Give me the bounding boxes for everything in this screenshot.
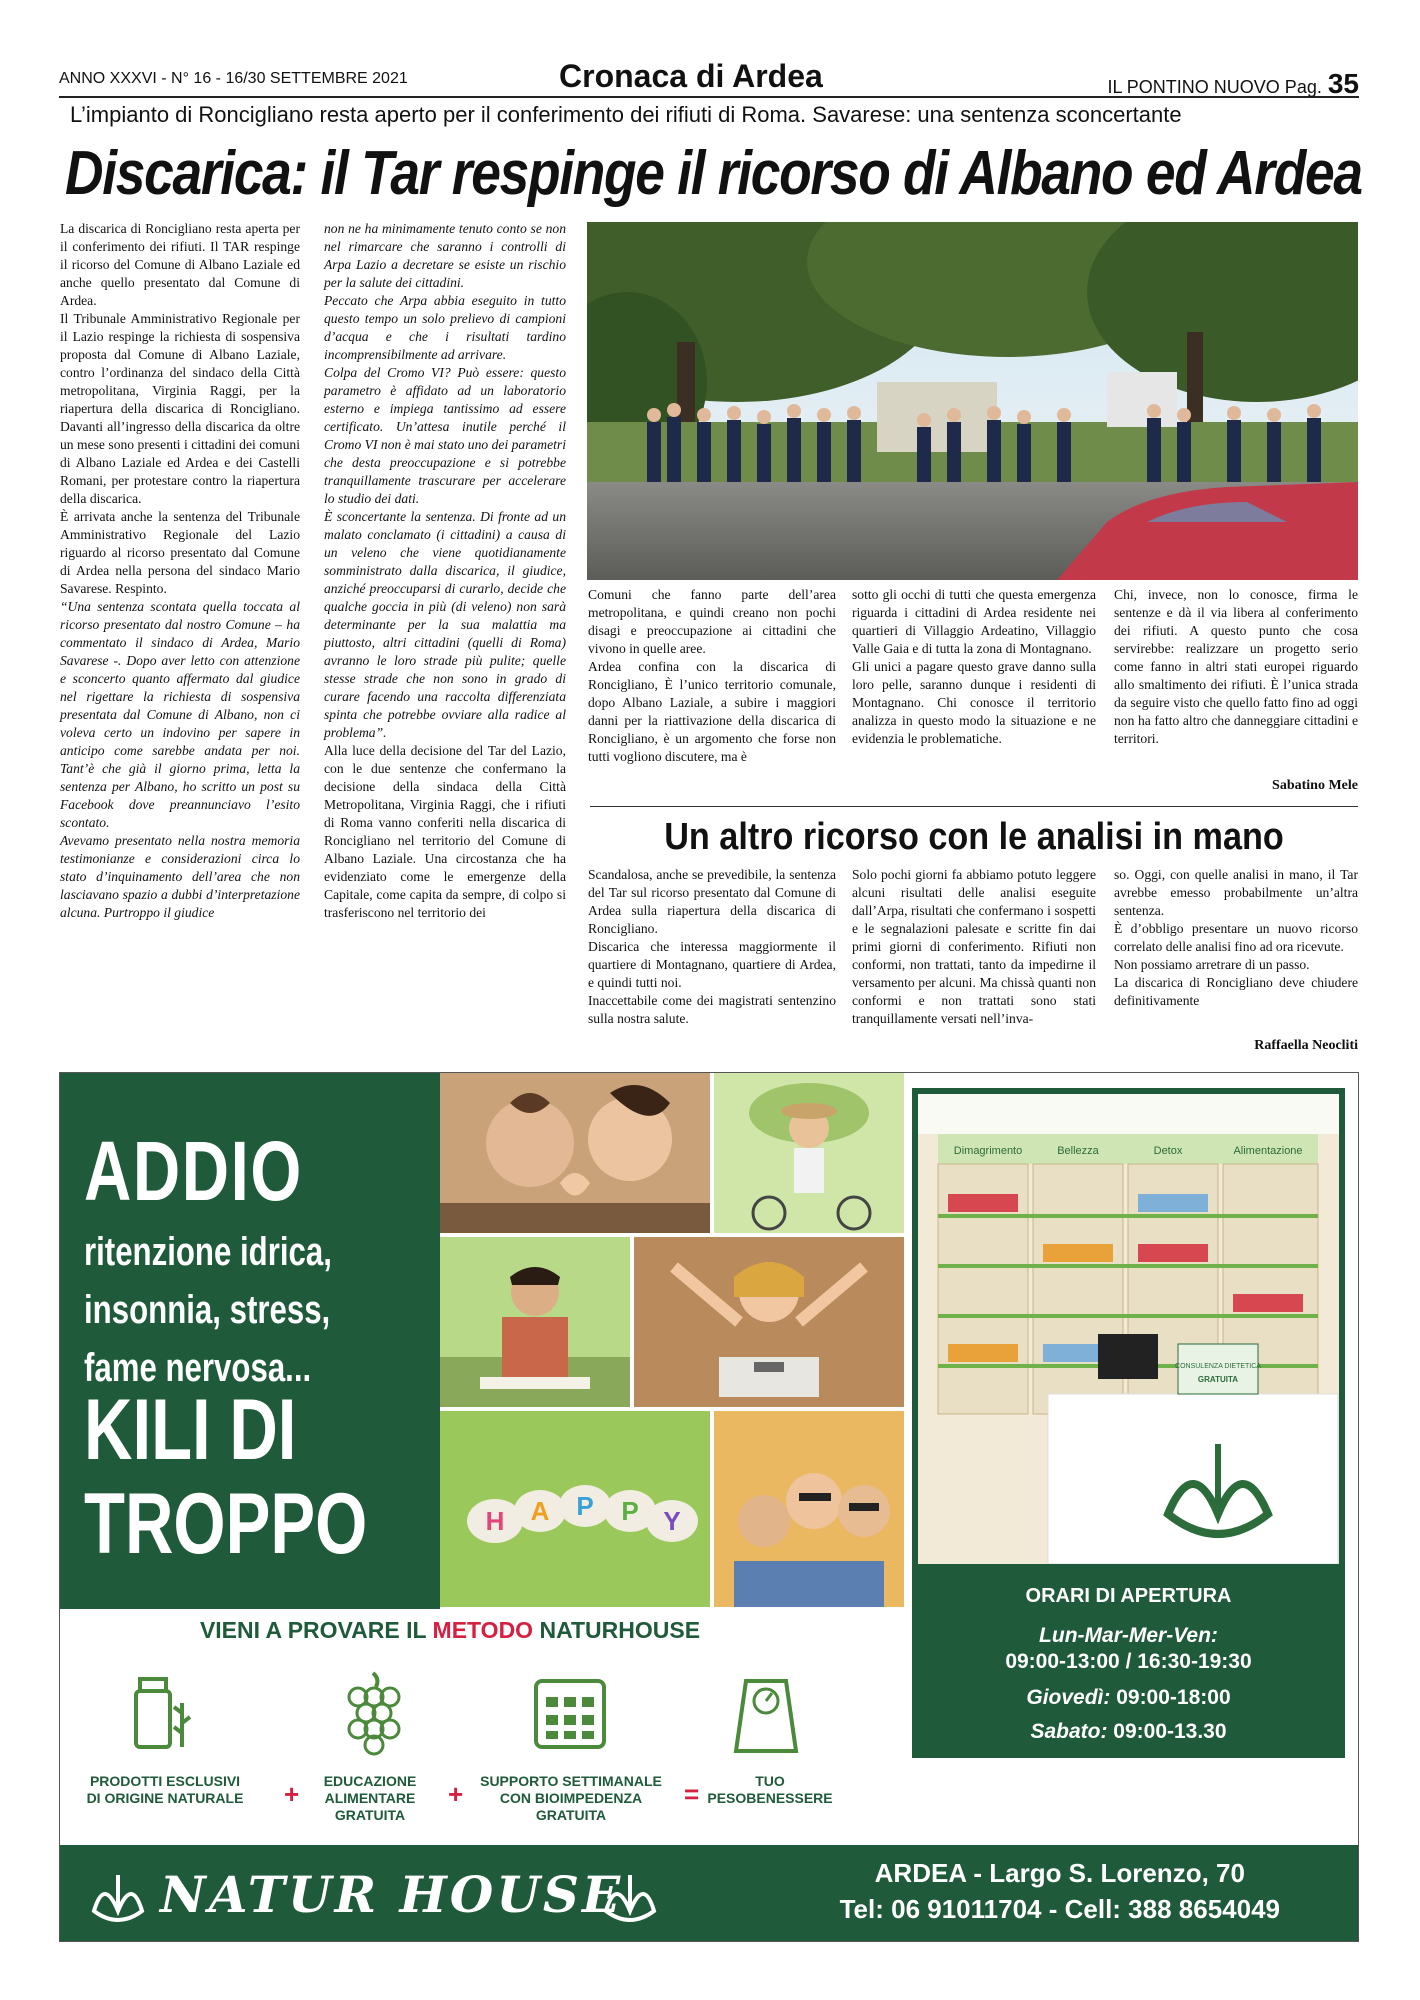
article1-column-4 <box>852 586 1096 748</box>
article1-column-3 <box>588 586 836 766</box>
hours-day-value: CHIUSO <box>1138 1794 1226 1817</box>
divider <box>590 806 1358 807</box>
counter-sign-line: GRATUITA <box>1197 1375 1239 1384</box>
hours-sunday <box>912 1794 1345 1818</box>
shelf-label: Alimentazione <box>1233 1145 1303 1157</box>
hours-day-label: Giovedì: <box>1026 1686 1111 1709</box>
article2-column-3 <box>1114 866 1358 1010</box>
paragraph: so. Oggi, con quelle analisi in mano, il Tar avrebbe emesso probabilmente un’altra sentenza. <box>1114 867 1358 918</box>
friends-selfie-image <box>714 1411 904 1607</box>
stone-letter: A <box>530 1496 550 1526</box>
article2-headline: Un altro ricorso con le analisi in mano <box>664 816 1284 858</box>
paper-page <box>1107 68 1359 100</box>
hours-title: ORARI DI APERTURA <box>1025 1585 1232 1607</box>
article1-author: Sabatino Mele <box>1272 778 1358 793</box>
ad-subtitle-line: fame nervosa... <box>84 1346 312 1390</box>
paragraph: Gli unici a pagare questo grave danno sulla loro pelle, saranno dunque i residenti di Montagnano. Chi conosce il territorio analizza in questo modo la situazione e ne evidenzia le problematiche. <box>852 659 1096 746</box>
benefit-line: ALIMENTARE <box>324 1790 416 1806</box>
plus-sign: + <box>448 1779 464 1809</box>
article-headline: Discarica: il Tar respinge il ricorso di Albano ed Ardea <box>65 139 1362 208</box>
ad-headline-panel <box>60 1073 440 1609</box>
benefit-line: EDUCAZIONE <box>323 1773 417 1789</box>
issue-info: ANNO XXXVI - N° 16 - 16/30 SETTEMBRE 2021 <box>59 70 408 87</box>
paragraph: La discarica di Roncigliano deve chiudere definitivamente <box>1114 975 1358 1008</box>
store-address: ARDEA - Largo S. Lorenzo, 70 <box>874 1858 1245 1888</box>
paragraph: Il Tribunale Amministrativo Regionale per il Lazio respinge la richiesta di sospensiva proposta dal Comune di Albano Laziale, contro l’ordinanza del sindaco della Città metropolitana, Virginia Raggi, per la riapertura della discarica di Roncigliano. Davanti all’ingresso della discarica da oltre un mese sono presenti i cittadini dei comuni di Albano Laziale ed Ardea e dei Castelli Romani, per protestare contro la riapertura della discarica. <box>60 311 300 506</box>
stone-letter: P <box>576 1491 594 1521</box>
photo-couple-heart <box>440 1073 710 1233</box>
hours-day-value: 09:00-13.30 <box>1107 1720 1227 1743</box>
man-outdoors-image <box>440 1237 630 1407</box>
article-kicker: L’impianto di Roncigliano resta aperto per il conferimento dei rifiuti di Roma. Savarese: una sentenza sconcertante <box>70 102 1182 127</box>
quote-paragraph: Peccato che Arpa abbia eseguito in tutto questo tempo un solo prelievo di campioni d’acqua e che i risultati tardino incomprensibilmente ad arrivare. <box>324 293 566 362</box>
counter-sign-line: CONSULENZA DIETETICA <box>1175 1363 1261 1370</box>
paragraph: Discarica che interessa maggiormente il quartiere di Montagnano, quartiere di Ardea, e quindi tutti noi. <box>588 939 836 990</box>
naturhouse-advertisement <box>59 1072 1359 1942</box>
paragraph: È d’obbligo presentare un nuovo ricorso correlato delle analisi fino ad ora ricevute. <box>1114 921 1358 954</box>
section-title: Cronaca di Ardea <box>559 58 823 94</box>
benefit-line: GRATUITA <box>535 1807 607 1823</box>
benefit-products <box>70 1773 260 1807</box>
protest-scene-image <box>587 222 1358 580</box>
product-jar-icon <box>120 1673 200 1753</box>
woman-scale-image <box>634 1237 904 1407</box>
article1-column-1 <box>60 220 300 922</box>
stone-letter: P <box>621 1496 639 1526</box>
quote-paragraph: Avevamo presentato nella nostra memoria testimonianze e considerazioni circa lo stato d’inquinamento dell’area che non lasciavano spazio a dubbi d’interpretazione alcuna. Purtroppo il giudice <box>60 833 300 920</box>
happy-stones-image <box>440 1411 710 1607</box>
benefit-result <box>700 1773 840 1807</box>
ad-title-line: TROPPO <box>84 1476 368 1572</box>
hours-times: 09:00-13:00 / 16:30-19:30 <box>1005 1650 1252 1673</box>
hours-day-label: Sabato: <box>1030 1720 1108 1743</box>
benefit-education <box>300 1773 440 1824</box>
benefit-support <box>466 1773 676 1824</box>
article2-column-1 <box>588 866 836 1028</box>
ad-title-kili <box>84 1383 367 1571</box>
article1-column-2 <box>324 220 566 922</box>
article2-author: Raffaella Neocliti <box>1254 1038 1358 1053</box>
grapes-icon <box>338 1669 408 1759</box>
store-photo <box>918 1094 1339 1564</box>
benefit-line: DI ORIGINE NATURALE <box>86 1790 244 1806</box>
quote-paragraph: Colpa del Cromo VI? Può essere: questo parametro è affidato ad un laboratorio esterno e impiega tantissimo ad essere certificato. Un’attesa inutile perché il Cromo VI non è mai stato uno dei parametri che desta preoccupazione e si potrebbe tranquillamente trascurare per accelerare lo studio dei dati. <box>324 365 566 506</box>
hours-days: Lun-Mar-Mer-Ven: <box>1039 1624 1218 1647</box>
ad-subtitle-line: ritenzione idrica, <box>84 1230 332 1274</box>
brand-bar <box>60 1845 1359 1942</box>
photo-woman-bicycle <box>714 1073 904 1233</box>
benefit-line: TUO <box>755 1773 785 1789</box>
photo-happy-stones <box>440 1411 710 1607</box>
paragraph: È arrivata anche la sentenza del Tribunale Amministrativo Regionale del Lazio riguardo al ricorso presentato dal Comune di Ardea nella persona del sindaco Mario Savarese. Respinto. <box>60 509 300 596</box>
page-number: 35 <box>1327 68 1359 99</box>
paragraph: sotto gli occhi di tutti che questa emergenza riguarda i cittadini di Ardea residente nei quartieri di Villaggio Ardeatino, Villaggio Valle Gaia e di tutta la zona di Montagnano. <box>852 587 1096 656</box>
ad-title-addio: ADDIO <box>84 1124 303 1218</box>
shelf-label: Dimagrimento <box>953 1145 1023 1157</box>
naturhouse-logo-icon <box>600 1867 660 1923</box>
benefit-line: CON BIOIMPEDENZA <box>499 1790 643 1806</box>
store-hours-panel <box>912 1088 1345 1758</box>
ad-subtitle <box>84 1223 332 1397</box>
brand-name: NATUR HOUSE <box>160 1865 624 1924</box>
paragraph: Non possiamo arretrare di un passo. <box>1114 957 1310 972</box>
cta-accent: METODO <box>432 1617 534 1643</box>
store-interior-image <box>918 1094 1339 1564</box>
benefit-line: SUPPORTO SETTIMANALE <box>480 1773 662 1789</box>
benefit-line: PRODOTTI ESCLUSIVI <box>89 1773 241 1789</box>
quote-paragraph: non ne ha minimamente tenuto conto se non nel rimarcare che saranno i controlli di Arpa Lazio a decretare se esiste un rischio per la salute dei cittadini. <box>324 221 566 290</box>
paragraph: Ardea confina con la discarica di Roncigliano, È l’unico territorio comunale, dopo Albano Laziale, a subire i maggiori danni per la riattivazione della discarica di Roncigliano, è un argomento che forse non tutti vogliono discutere, ma è <box>588 659 836 764</box>
paragraph: Alla luce della decisione del Tar del Lazio, con le due sentenze che confermano la decisione della sindaca della Città Metropolitana, Virginia Raggi, che i rifiuti di Roma vanno conferiti nella discarica di Roncigliano nel territorio del Comune di Albano Laziale. Una circostanza che ha evidenziato come le emergenze della Capitale, come capita da sempre, di colpo si trasferiscono nel territorio dei <box>324 743 566 920</box>
plus-sign: + <box>284 1779 300 1809</box>
page-header <box>59 58 1359 98</box>
ad-subtitle-line: insonnia, stress, <box>84 1288 331 1332</box>
paragraph: La discarica di Roncigliano resta aperta per il conferimento dei rifiuti. Il TAR respinge il ricorso del Comune di Albano Laziale ed anche quello presentato dal Comune di Ardea. <box>60 221 300 308</box>
shelf-label: Detox <box>1153 1145 1183 1157</box>
cta-text: NATURHOUSE <box>533 1617 701 1643</box>
benefit-line: PESOBENESSERE <box>707 1790 833 1806</box>
hours-saturday <box>912 1720 1345 1744</box>
woman-bicycle-image <box>714 1073 904 1233</box>
hours-thursday <box>912 1686 1345 1710</box>
cta-text: VIENI A PROVARE IL <box>199 1617 433 1643</box>
article2-column-2 <box>852 866 1096 1028</box>
benefit-line: GRATUITA <box>334 1807 406 1823</box>
paragraph: Chi, invece, non lo conosce, firma le sentenze e dà il via libera al conferimento dei rifiuti. A questo punto che cosa servirebbe: realizzare un progetto serio come fanno in altri stati europei riguardo allo smaltimento dei rifiuti. È l’unica strada da seguire visto che quello fatto fino ad oggi non ha fatto altro che danneggiare cittadini e territori. <box>1114 587 1358 746</box>
ad-call-to-action <box>60 1617 840 1644</box>
equals-sign: = <box>684 1779 700 1809</box>
couple-heart-image <box>440 1073 710 1233</box>
stone-letter: H <box>485 1506 505 1536</box>
photo-man-outdoors <box>440 1237 630 1407</box>
hours-day-value: 09:00-18:00 <box>1110 1686 1231 1709</box>
paragraph: Solo pochi giorni fa abbiamo potuto leggere alcuni risultati delle analisi eseguite dall’Arpa, risultati che confermano i sospetti e le segnalazioni palesate e scritte fin dai primi giorni di conferimento. Rifiuti non conformi, non trattati, tanto da impedirne il versamento per alcuni. Ma chissà quanti non conformi e non trattati sono stati tranquillamente versati nell’inva- <box>852 867 1096 1026</box>
weighing-scale-icon <box>726 1671 806 1757</box>
quote-paragraph: È sconcertante la sentenza. Di fronte ad un malato conclamato (i cittadini) a causa di un veleno che viene quotidianamente somministrato dalla discarica, il giudice, anziché preoccuparsi di curarlo, decide che qualche goccia in più (di veleno) non sarà determinante per la sua malattia ma piuttosto, altri cittadini (quelli di Roma) avranno le loro strade più pulite; quelle stesse strade che non sono in grado di curare facendo una raccolta differenziata spinta che potrebbe ovviare alla radice al problema”. <box>324 509 566 740</box>
protest-photo <box>587 222 1358 580</box>
quote-paragraph: “Una sentenza scontata quella toccata al ricorso presentato dal nostro Comune – ha commentato il sindaco di Ardea, Mario Savarese -. Dopo aver letto con attenzione e sconcerto quanto affermato dal giudice nel rigettare la richiesta di sospensiva presentata dal Comune di Albano, non ci voleva certo un indovino per sapere in anticipo come sarebbe andata per noi. Tant’è che già il giorno prima, letta la sentenza per Albano, ho scritto un post su Facebook dove preannunciavo l’esito scontato. <box>60 599 300 830</box>
stone-letter: Y <box>663 1506 681 1536</box>
photo-friends-selfie <box>714 1411 904 1607</box>
photo-woman-scale <box>634 1237 904 1407</box>
store-phone: Tel: 06 91011704 - Cell: 388 8654049 <box>839 1894 1280 1924</box>
shelf-label: Bellezza <box>1057 1145 1099 1157</box>
hours-day-label: Domenica: <box>1031 1794 1139 1817</box>
article1-column-5 <box>1114 586 1358 748</box>
paragraph: Scandalosa, anche se prevedibile, la sentenza del Tar sul ricorso presentato dal Comune di Ardea sulla riapertura della discarica di Roncigliano. <box>588 867 836 936</box>
paragraph: Comuni che fanno parte dell’area metropolitana, e quindi creano non pochi disagi e preoccupazione ai cittadini che vivono in quelle aree. <box>588 587 836 656</box>
store-contact <box>840 1855 1280 1927</box>
paragraph: Inaccettabile come dei magistrati sentenzino sulla nostra salute. <box>588 993 836 1026</box>
naturhouse-logo-icon <box>88 1867 148 1923</box>
paper-name: IL PONTINO NUOVO Pag. <box>1107 77 1322 97</box>
ad-title-line: KILI DI <box>84 1382 297 1478</box>
calendar-icon <box>530 1673 610 1753</box>
